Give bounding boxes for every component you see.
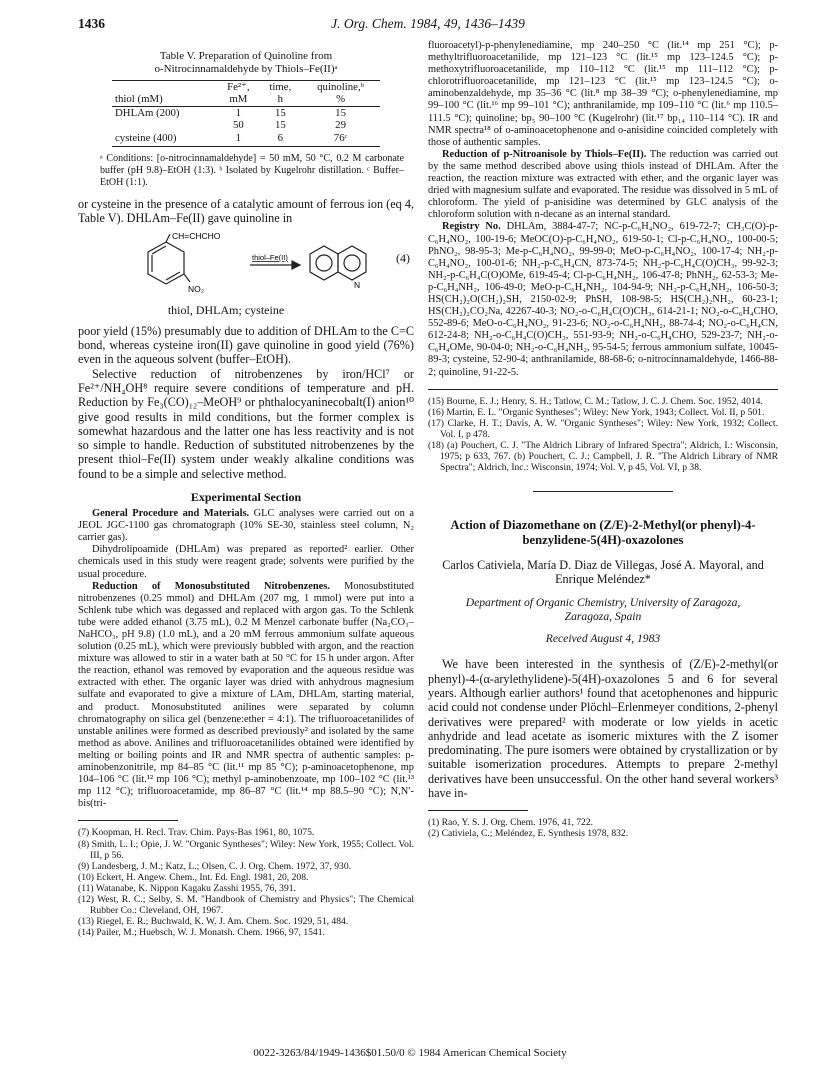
section-heading: Experimental Section (190, 489, 302, 504)
table-caption: Table V. Preparation of Quinoline from o-Nitrocinnamaldehyde by Thiols–Fe(II)ᵃ (154, 50, 338, 75)
journal-citation: J. Org. Chem. 1984, 49, 1436–1439 (331, 16, 525, 31)
arrow-label: thiol–Fe(II) (252, 252, 288, 262)
paragraph: Registry No. DHLAm, 3884-47-7; NC-p-C₆H₄NO₂, 619-72-7; CH₃C(O)-p-C₆H₄NO₂, 100-19-6; MeOC(O)-p-C₆H₄NO₂, 619-50-1; Cl-p-C₆H₄NO₂, 100-00-5; PhNO₂, 98-95-3; Me-p-C₆H₄NO₂, 99-99-0; MeO-p-C₆H₄NO₂, 100-17-4; NH₂-p-C₆H₄NO₂, 100-01-6; NH₂-p-C₆H₄CN, 873-74-5; NH₂-p-C₆H₄C(O)CH₃, 99-92-3; NH₂-p-C₆H₄C(O)OMe, 619-45-4; Cl-p-C₆H₄NH₂, 106-47-8; PhNH₂, 62-53-3; Me-p-C₆H₄NH₂, 106-49-0; MeO-p-C₆H₄NH₂, 104-94-9; NH₂-p-C₆H₄NH₂, 106-50-3; HS(CH₂)₂O(CH₂)₂SH, 2150-02-9; PhSH, 108-98-5; HS(CH₂)₂NH₂, 60-23-1; HS(CH₂)₂CO₂Na, 42267-40-3; NO₂-o-C₆H₄C(O)CH₃, 614-21-1; NO₂-o-C₆H₄CHO, 552-89-6; MeO-o-C₆H₄NO₂, 91-23-6; NO₂-o-C₆H₄NH₂, 88-74-4; NO₂-o-C₆H₄CN, 612-24-8; NH₂-o-C₆H₄C(O)CH₃, 551-93-9; NH₂-o-C₆H₄CHO, 529-23-7; NH₂-o-C₆H₄OMe, 90-04-0; NH₂-o-C₆H₄NH₂, 95-54-5; ferrous ammonium sulfate, 10045-89-3; cysteine, 52-90-4; anthranilamide, 88-68-6; o-nitrocinnamaldehyde, 1466-88-2; quinoline, 91-22-5. (428, 221, 778, 378)
footnote: (7) Koopman, H. Recl. Trav. Chim. Pays-Bas 1961, 80, 1075. (78, 827, 315, 839)
th-thiol: thiol (mM) (112, 93, 217, 106)
equation-number: (4) (396, 250, 410, 265)
footnote: (11) Watanabe, K. Nippon Kagaku Zasshi 1955, 76, 391. (78, 882, 296, 894)
footnote: (13) Riegel, E. R.; Buchwald, K. W. J. Am. Chem. Soc. 1929, 51, 484. (78, 916, 349, 928)
paragraph: poor yield (15%) presumably due to addition of DHLAm to the C=C bond, whereas cysteine iron(II) gave quinoline in good yield (76%) even in the aqueous solvent (buffer–EtOH). (78, 323, 414, 367)
footnote: (2) Cativiela, C.; Meléndez, E. Synthesis 1978, 832. (428, 828, 629, 840)
footnote: (15) Bourne, E. J.; Henry, S. H.; Tatlow, C. M.; Tatlow, J. C. J. Chem. Soc. 1952, 4014. (428, 395, 763, 407)
footnote: (12) West, R. C.; Selby, S. M. "Handbook of Chemistry and Physics"; The Chemical Rubber Co.: Cleveland, OH, 1967. (78, 893, 414, 917)
right-column (428, 40, 778, 840)
substituent-bottom: NO₂ (188, 283, 205, 294)
quinoline-table: Fe²⁺, time, quinoline,ᵇ thiol (mM) mM h % DHLAm (200) 1 15 15 50 15 29 cysteine (400) 1 6 76ᶜ (112, 80, 380, 147)
page-number: 1436 (78, 16, 105, 31)
footnote: (8) Smith, L. I.; Opie, J. W. "Organic Syntheses"; Wiley: New York, 1955; Collect. Vol. III, p 56. (78, 838, 414, 861)
footnote: (1) Rao, Y. S. J. Org. Chem. 1976, 41, 722. (428, 817, 594, 829)
paragraph: Selective reduction of nitrobenzenes by iron/HCl⁷ or Fe²⁺/NH₄OH⁸ require severe conditions of temperature and pH. Reduction by Fe₃(CO)₁₂–MeOH⁹ or phthalocyaninecobalt(I) anion¹⁰ give good results in mild conditions, but the former complex is somewhat hazardous and the latter one has less reactivity and is not so simple to handle. Reduction of substituted nitrobenzenes by the present thiol–Fe(II) system under weakly alkaline conditions was found to be a simple and selective method. (78, 366, 414, 481)
footnote: (14) Pailer, M.; Huebsch, W. J. Monatsh. Chem. 1966, 97, 1541. (78, 927, 325, 939)
table-row: cysteine (400) 1 6 76ᶜ (112, 132, 380, 147)
footnote: (9) Landesberg, J. M.; Katz, L.; Olsen, C. J. Org. Chem. 1972, 37, 930. (78, 860, 352, 872)
paragraph: Dihydrolipoamide (DHLAm) was prepared as reported² earlier. Other chemicals used in this study were reagent grade; solvents were purified by the usual procedure. (78, 544, 414, 580)
quinoline-reaction-diagram (122, 230, 372, 304)
received-date: Received August 4, 1983 (545, 632, 661, 646)
footnote-rule (428, 810, 528, 811)
footnote-rule (78, 820, 178, 821)
th-quinoline: quinoline,ᵇ (301, 81, 380, 94)
table-footnote: ᵃ Conditions: [o-nitrocinnamaldehyde] = 50 mM, 50 °C, 0.2 M carbonate buffer (pH 9.8)–EtOH (1:3). ᵇ Isolated by Kugelrohr distillation. ᶜ Buffer–EtOH (1:1). (100, 153, 404, 189)
footnote-rule (428, 389, 778, 390)
article-authors: Carlos Cativiela, María D. Diaz de Villegas, José A. Mayoral, and Enrique Meléndez* (442, 558, 764, 587)
th-fe: Fe²⁺, (217, 81, 259, 94)
footnote: (17) Clarke, H. T.; Davis, A. W. "Organic Syntheses"; Wiley: New York, 1932; Collect. Vol. I, p 478. (428, 417, 778, 440)
page-footer: 0022-3263/84/1949-1436$01.50/0 © 1984 American Chemical Society (253, 1047, 567, 1059)
table-row: 50 15 29 (232, 119, 346, 132)
substituent-top: CH=CHCHO (172, 230, 221, 241)
paragraph: General Procedure and Materials. GLC analyses were carried out on a JEOL JGC-1100 gas chromatograph (10% SE-30, stainless steel column, N₂ carrier gas). (78, 508, 414, 544)
reaction-scheme (78, 230, 414, 304)
running-header (78, 16, 778, 34)
footnote: (18) (a) Pouchert, C. J. "The Aldrich Library of Infrared Spectra"; Aldrich, I.: Wisconsin, 1975; p 633, 767. (b) Pouchert, C. J.; Campbell, J. R. "The Aldrich Library of NMR Spectra"; Aldrich, Inc.: Wisconsin, 1974; Vol. V, p 45, Vol. VI, p 38. (428, 440, 778, 474)
scheme-caption: thiol, DHLAm; cysteine (167, 302, 285, 317)
paragraph: We have been interested in the synthesis of (Z/E)-2-methyl(or phenyl)-4-(α-arylethylidene)-5(4H)-oxazolones 5 and 6 for several years. Although earlier authors¹ found that acetophenones and hippuric acid could not condense under Plöchl–Erlenmeyer conditions, 2-phenyl derivatives were prepared² with moderate or low yields in acetic anhydride and lead acetate as isomeric mixtures with the Z isomer predominating. The pure isomers were obtained by crystallization or by suitable isomerization procedures. Attempts to prepare 2-methyl derivatives have been unsuccessful. On the other hand several workers³ have in- (428, 657, 778, 801)
paragraph: Reduction of Monosubstituted Nitrobenzenes. Monosubstituted nitrobenzenes (0.25 mmol) and DHLAm (207 mg, 1 mmol) were put into a Schlenk tube which was degassed and replaced with argon gas. To the Schlenk tube were added ethanol (3.75 mL), 0.2 M Menzel carbonate buffer (Na₂CO₃–NaHCO₃, pH 9.8) (1.0 mL), and a 20 mM ferrous ammonium sulfate aqueous solution (0.25 mL), which were previously bubbled with argon, and the reaction mixture was allowed to stir in a water bath at 50 °C for 15 h under argon. After the reaction, ethanol was removed by evaporation and the aqueous residue was extracted with ether. The organic layer was dried with anhydrous magnesium sulfate and evaporated to give a mixture of LAm, DHLAm, starting material, and product. Monosubstituted anilines were separated by column chromatography on silica gel (benzene:ether = 4:1). The trifluoroacetanilides of unstable anilines were formed as described previously² and isolated by the same method as above. Anilines and trifluoroacetanilides obtained were identified by melting or boiling points and IR and NMR spectra of authentic samples: p-aminobenzonitrile, mp 84–85 °C (lit.¹¹ mp 85 °C); p-aminoacetophenone, mp 104–106 °C (lit.¹² mp 106 °C); methyl p-aminobenzoate, mp 100–102 °C (lit.¹³ mp 112 °C); trifluoroacetamide, mp 86–87 °C (lit.¹⁴ mp 88.5–90 °C); N,N′-bis(tri- (78, 580, 415, 810)
article-title: Action of Diazomethane on (Z/E)-2-Methyl(or phenyl)-4-benzylidene-5(4H)-oxazolones (450, 518, 756, 548)
ring-nitrogen: N (354, 279, 361, 290)
article-affiliation: Department of Organic Chemistry, University of Zaragoza, Zaragoza, Spain (465, 596, 741, 623)
table-row: DHLAm (200) 1 15 15 (115, 106, 346, 119)
left-column (78, 40, 414, 938)
footnote: (10) Eckert, H. Angew. Chem., Int. Ed. Engl. 1981, 20, 208. (78, 871, 309, 883)
th-time: time, (260, 81, 302, 94)
footnote: (16) Martin, E. L. "Organic Syntheses"; Wiley: New York, 1943; Collect. Vol. II, p 501. (428, 406, 765, 418)
article-divider (533, 491, 673, 492)
paragraph: or cysteine in the presence of a catalytic amount of ferrous ion (eq 4, Table V). DHLAm–Fe(II) gave quinoline in (78, 197, 414, 226)
paragraph: fluoroacetyl)-p-phenylenediamine, mp 240–250 °C (lit.¹⁴ mp 251 °C); p-methyltrifluoroacetanilide, mp 121–123 °C (lit.¹⁵ mp 123–124.5 °C); p-methoxytrifluoroacetanilide, mp 110–112 °C (lit.¹⁵ mp 111–112 °C); p-chlorotrifluoroacetanilide, mp 121–123 °C (lit.¹⁵ mp 123–124.5 °C); o-aminobenzaldehyde, mp 35–36 °C (lit.⁸ mp 38–39 °C); o-phenylenediamine, mp 99–100 °C (lit.¹⁶ mp 99–101 °C); anthranilamide, mp 109–110 °C (lit.⁶ mp 110.5–111.5 °C); quinoline; bp₅ 90–100 °C (Kugelrohr) (lit.¹⁷ bp₁₄ 110–114 °C). IR and NMR spectra¹⁸ of o-aminoacetophenone and o-anisidine coincided completely with those of authentic samples. (428, 40, 778, 148)
paragraph: Reduction of p-Nitroanisole by Thiols–Fe(II). The reduction was carried out by the same method described above using thiols instead of DHLAm. After the reaction, the reaction mixture was extracted with ether, and the organic layer was dried with magnesium sulfate and evaporated. The residue was dissolved in 5 mL of chloroform. The yield of p-anisidine was determined by GLC analysis of the chloroform solution with n-decane as an internal standard. (428, 148, 778, 221)
